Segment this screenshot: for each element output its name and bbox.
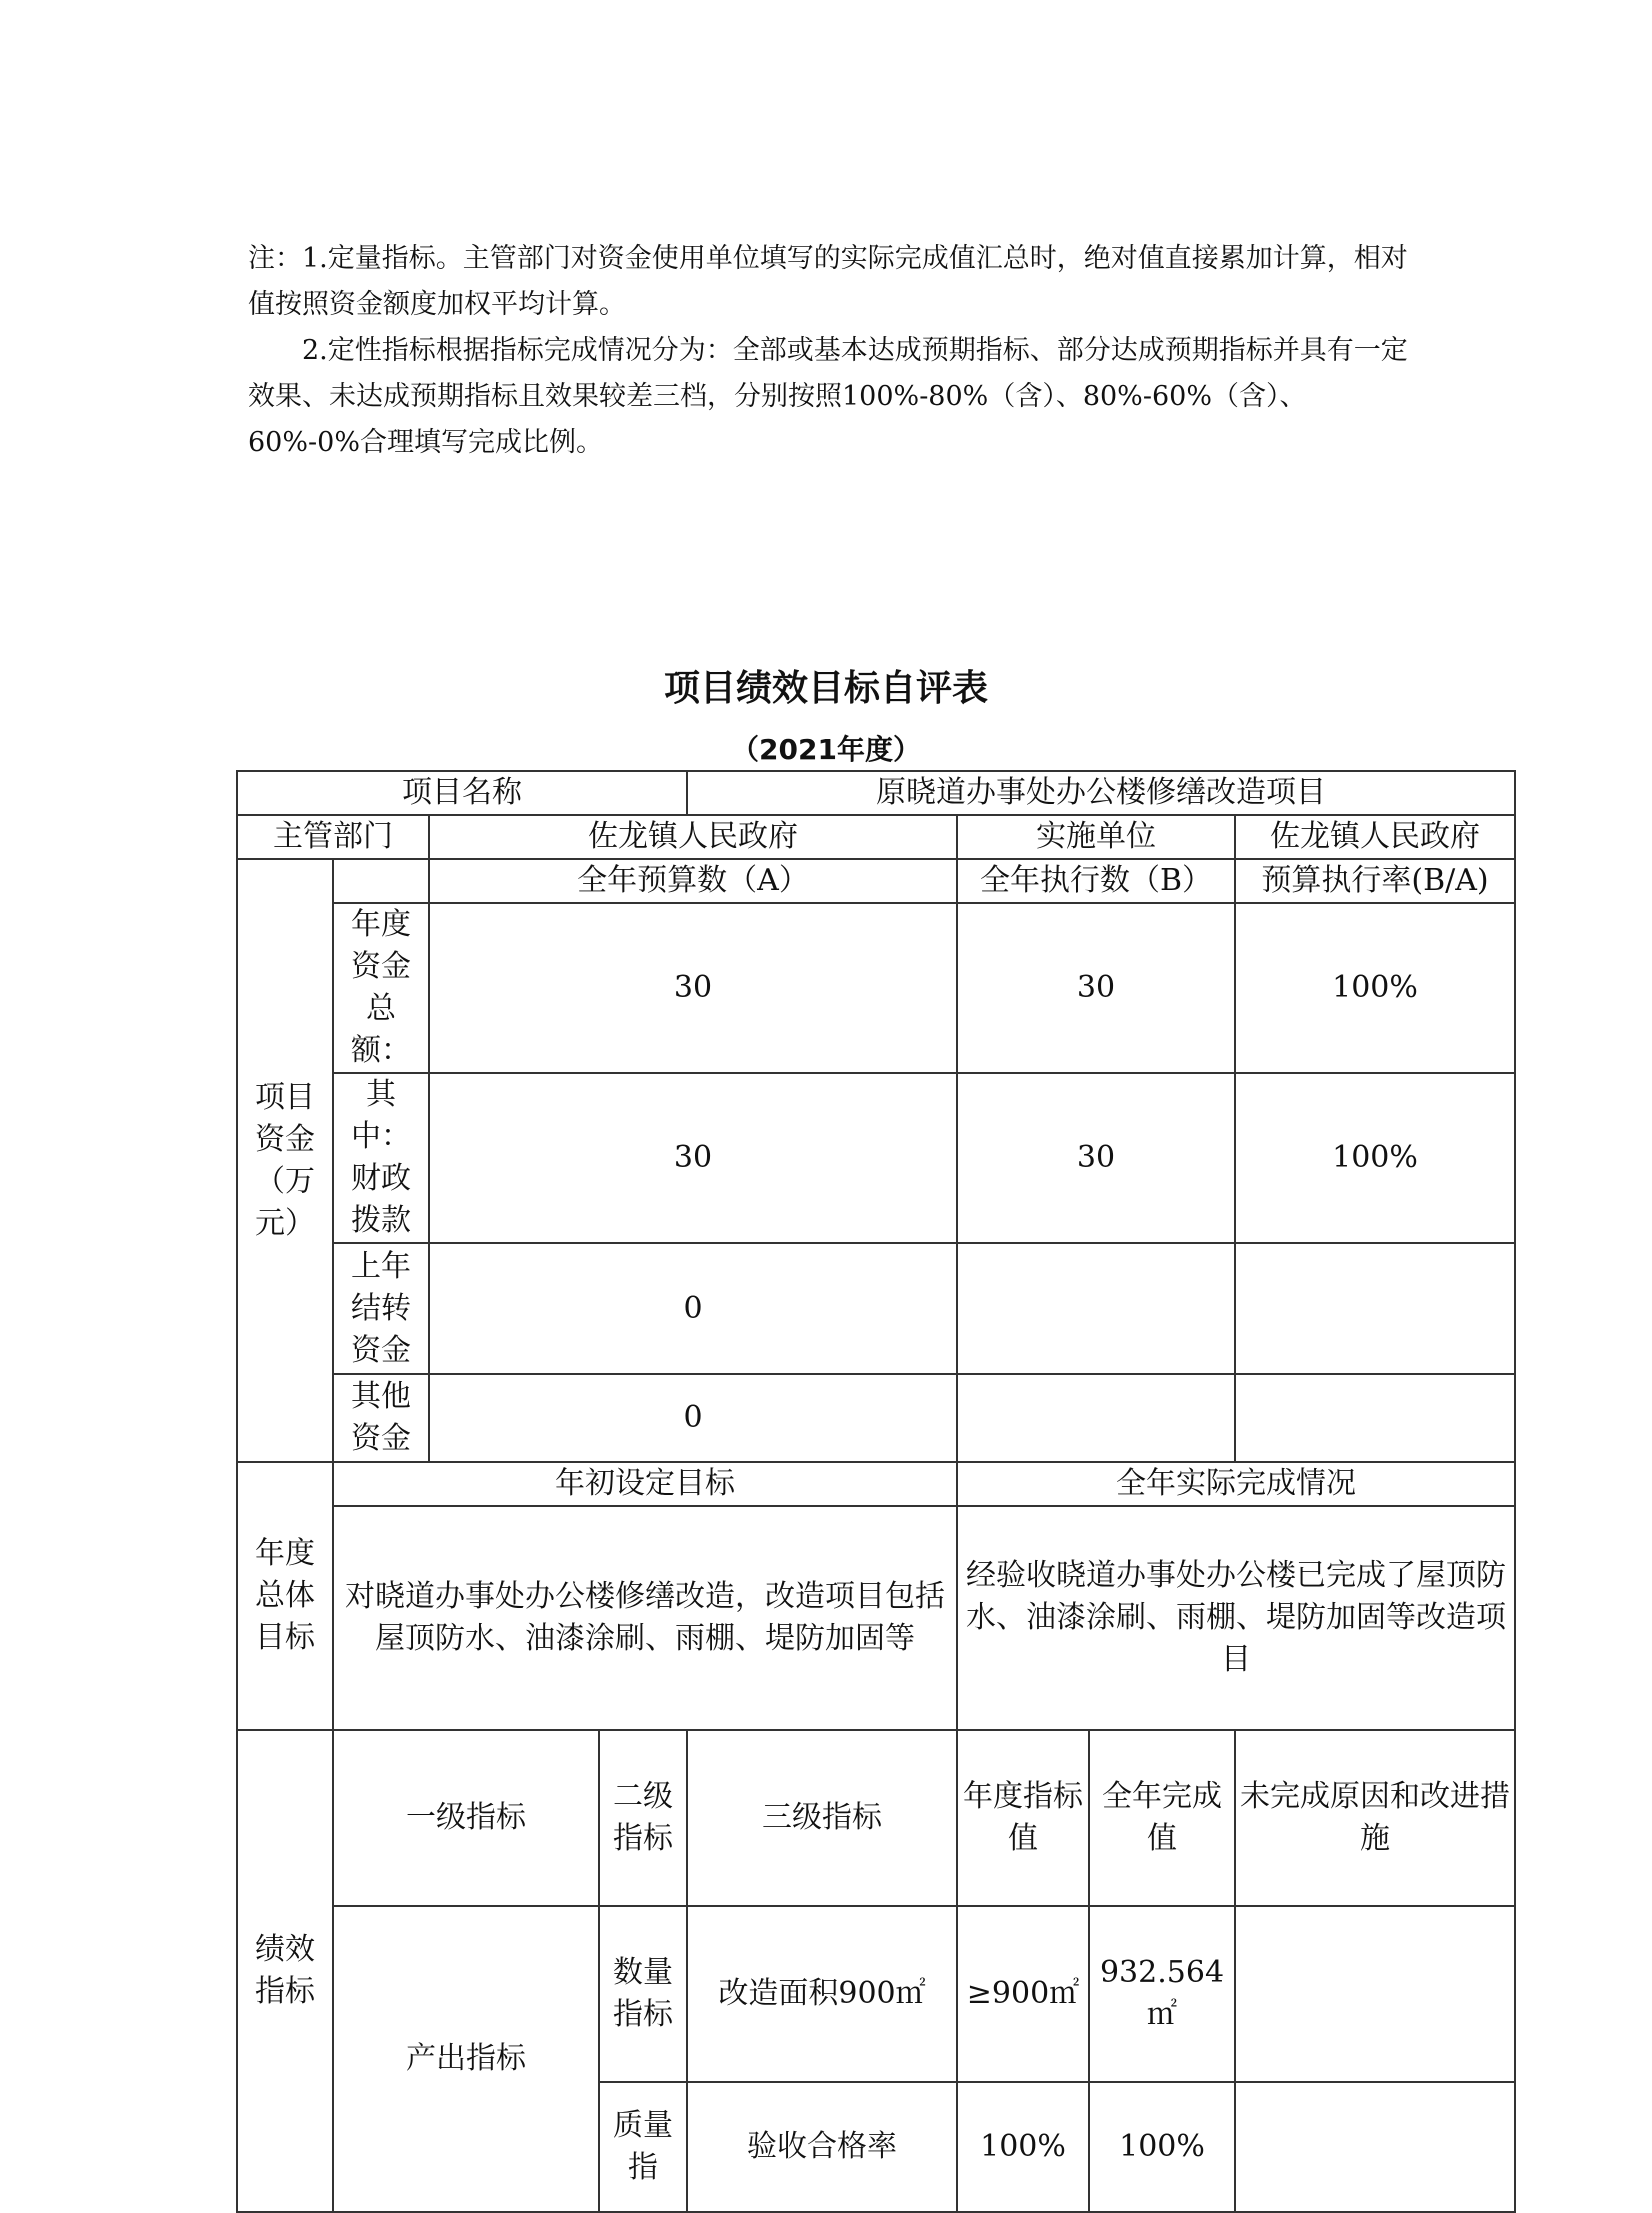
fund-row-label: 上年结转资金 [333,1243,429,1374]
table-row [237,1374,1515,1462]
table-row [237,1462,1515,1506]
fund-rate [1235,1243,1515,1374]
goal-set-header: 年初设定目标 [333,1462,957,1506]
fund-rate: 100% [1235,1073,1515,1243]
project-name-label: 项目名称 [237,771,687,815]
goal-actual-text: 经验收晓道办事处办公楼已完成了屋顶防水、油漆涂刷、雨棚、堤防加固等改造项目 [957,1506,1515,1730]
table-row [237,859,1515,903]
self-evaluation-table [236,770,1516,2213]
fund-exec: 30 [957,1073,1235,1243]
col-budget-header: 全年预算数（A） [429,859,957,903]
perf-level3: 验收合格率 [687,2082,957,2212]
fund-exec: 30 [957,903,1235,1073]
fund-budget: 0 [429,1374,957,1462]
col-exec-header: 全年执行数（B） [957,859,1235,903]
perf-header-actual: 全年完成值 [1089,1730,1235,1906]
notes-block [248,236,1416,466]
funds-label: 项目资金（万元） [237,859,333,1462]
table-row [237,1906,1515,2082]
fund-rate: 100% [1235,903,1515,1073]
goal-set-text: 对晓道办事处办公楼修缮改造，改造项目包括屋顶防水、油漆涂刷、雨棚、堤防加固等 [333,1506,957,1730]
perf-actual: 932.564㎡ [1089,1906,1235,2082]
goal-actual-header: 全年实际完成情况 [957,1462,1515,1506]
fund-budget: 30 [429,1073,957,1243]
note-line-1: 注：1.定量指标。主管部门对资金使用单位填写的实际完成值汇总时，绝对值直接累加计算，相对值按照资金额度加权平均计算。 [248,243,1408,320]
perf-actual: 100% [1089,2082,1235,2212]
fund-row-label: 其中：财政拨款 [333,1073,429,1243]
perf-level2: 质量指 [599,2082,687,2212]
table-row [237,815,1515,859]
fund-row-label: 其他资金 [333,1374,429,1462]
impl-label: 实施单位 [957,815,1235,859]
empty-cell [333,859,429,903]
table-row [237,771,1515,815]
table-row [237,1730,1515,1906]
goal-label: 年度总体目标 [237,1462,333,1730]
perf-target: 100% [957,2082,1089,2212]
perf-reason [1235,2082,1515,2212]
fund-row-label: 年度资金总额： [333,903,429,1073]
perf-reason [1235,1906,1515,2082]
dept-value: 佐龙镇人民政府 [429,815,957,859]
table-row [237,1506,1515,1730]
perf-level1-value: 产出指标 [333,1906,599,2212]
note-line-2: 2.定性指标根据指标完成情况分为：全部或基本达成预期指标、部分达成预期指标并具有一定效果、未达成预期指标且效果较差三档，分别按照100%-80%（含）、80%-60%（含）、60%-0%合理填写完成比例。 [248,335,1408,458]
fund-budget: 0 [429,1243,957,1374]
perf-header-target: 年度指标值 [957,1730,1089,1906]
table-row [237,903,1515,1073]
fund-exec [957,1374,1235,1462]
doc-title: 项目绩效目标自评表 [663,668,988,709]
perf-header-reason: 未完成原因和改进措施 [1235,1730,1515,1906]
perf-header-level3: 三级指标 [687,1730,957,1906]
perf-header-level1: 一级指标 [333,1730,599,1906]
fund-budget: 30 [429,903,957,1073]
impl-value: 佐龙镇人民政府 [1235,815,1515,859]
project-name-value: 原晓道办事处办公楼修缮改造项目 [687,771,1515,815]
table-row [237,1073,1515,1243]
col-rate-header: 预算执行率(B/A) [1235,859,1515,903]
perf-header-level2: 二级指标 [599,1730,687,1906]
fund-exec [957,1243,1235,1374]
perf-level3: 改造面积900㎡ [687,1906,957,2082]
table-row [237,1243,1515,1374]
perf-label: 绩效指标 [237,1730,333,2212]
dept-label: 主管部门 [237,815,429,859]
doc-year: （2021年度） [731,733,921,766]
perf-level2: 数量指标 [599,1906,687,2082]
perf-target: ≥900㎡ [957,1906,1089,2082]
fund-rate [1235,1374,1515,1462]
